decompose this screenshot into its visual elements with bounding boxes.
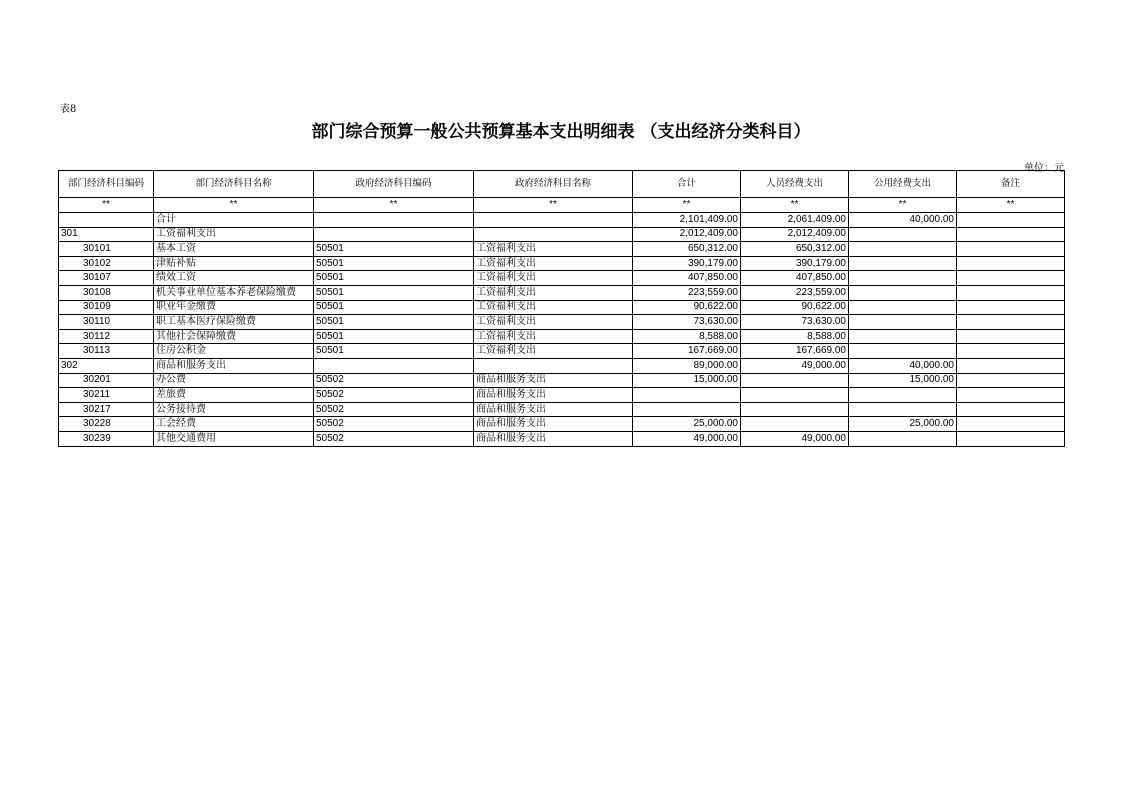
public-cell: 40,000.00 [849,213,957,228]
total-cell: 49,000.00 [633,431,741,446]
dept-code-cell: 30211 [59,388,154,403]
total-cell: 167,669.00 [633,344,741,359]
dept-name-cell: 办公费 [154,373,314,388]
personnel-cell: 407,850.00 [741,271,849,286]
gov-code-cell: 50502 [314,388,474,403]
dept-code-cell: 30217 [59,402,154,417]
gov-code-cell: 50501 [314,329,474,344]
dept-code-cell: 30102 [59,256,154,271]
placeholder-cell: ** [633,198,741,213]
dept-code-cell: 30110 [59,315,154,330]
personnel-cell: 8,588.00 [741,329,849,344]
gov-code-cell: 50502 [314,431,474,446]
public-cell [849,300,957,315]
gov-name-cell: 工资福利支出 [474,256,633,271]
total-cell: 407,850.00 [633,271,741,286]
gov-name-cell [474,227,633,242]
public-cell [849,315,957,330]
dept-code-cell: 30108 [59,285,154,300]
dept-name-cell: 津贴补贴 [154,256,314,271]
note-cell [957,256,1065,271]
placeholder-cell: ** [314,198,474,213]
dept-name-cell: 差旅费 [154,388,314,403]
total-cell: 223,559.00 [633,285,741,300]
note-cell [957,300,1065,315]
table-row [59,358,1065,373]
expenditure-table [58,170,1065,447]
gov-code-cell: 50501 [314,344,474,359]
total-cell: 8,588.00 [633,329,741,344]
dept-code-cell: 30107 [59,271,154,286]
gov-name-cell: 工资福利支出 [474,300,633,315]
placeholder-cell: ** [474,198,633,213]
gov-name-cell: 商品和服务支出 [474,431,633,446]
placeholder-cell: ** [741,198,849,213]
table-row [59,242,1065,257]
personnel-cell [741,388,849,403]
personnel-cell: 390,179.00 [741,256,849,271]
gov-code-cell: 50502 [314,373,474,388]
note-cell [957,271,1065,286]
dept-name-cell: 绩效工资 [154,271,314,286]
table-row [59,373,1065,388]
total-cell: 15,000.00 [633,373,741,388]
gov-code-cell [314,213,474,228]
header-cell: 合计 [633,171,741,198]
table-row [59,431,1065,446]
public-cell [849,285,957,300]
gov-name-cell: 商品和服务支出 [474,388,633,403]
gov-name-cell: 商品和服务支出 [474,373,633,388]
table-row [59,256,1065,271]
gov-code-cell: 50501 [314,315,474,330]
gov-code-cell: 50501 [314,285,474,300]
gov-name-cell: 工资福利支出 [474,271,633,286]
gov-name-cell: 商品和服务支出 [474,417,633,432]
dept-code-cell: 30228 [59,417,154,432]
total-cell: 2,101,409.00 [633,213,741,228]
gov-code-cell [314,358,474,373]
total-cell: 73,630.00 [633,315,741,330]
dept-name-cell: 公务接待费 [154,402,314,417]
dept-name-cell: 机关事业单位基本养老保险缴费 [154,285,314,300]
dept-name-cell: 工会经费 [154,417,314,432]
gov-name-cell: 工资福利支出 [474,329,633,344]
table-row [59,329,1065,344]
placeholder-cell: ** [957,198,1065,213]
dept-name-cell: 职业年金缴费 [154,300,314,315]
note-cell [957,402,1065,417]
note-cell [957,388,1065,403]
placeholder-cell: ** [154,198,314,213]
total-cell: 650,312.00 [633,242,741,257]
gov-name-cell [474,213,633,228]
public-cell [849,242,957,257]
gov-name-cell: 工资福利支出 [474,242,633,257]
public-cell: 25,000.00 [849,417,957,432]
dept-name-cell: 住房公积金 [154,344,314,359]
total-cell: 89,000.00 [633,358,741,373]
table-row [59,417,1065,432]
note-cell [957,373,1065,388]
personnel-cell: 650,312.00 [741,242,849,257]
total-cell: 90,622.00 [633,300,741,315]
table-row [59,315,1065,330]
public-cell: 40,000.00 [849,358,957,373]
personnel-cell: 223,559.00 [741,285,849,300]
gov-name-cell: 工资福利支出 [474,344,633,359]
public-cell [849,344,957,359]
personnel-cell: 2,061,409.00 [741,213,849,228]
placeholder-cell: ** [59,198,154,213]
header-cell: 人员经费支出 [741,171,849,198]
dept-name-cell: 基本工资 [154,242,314,257]
table-row [59,300,1065,315]
note-cell [957,344,1065,359]
public-cell [849,431,957,446]
public-cell [849,256,957,271]
public-cell: 15,000.00 [849,373,957,388]
page-title: 部门综合预算一般公共预算基本支出明细表 （支出经济分类科目） [311,122,811,142]
table-row [59,213,1065,228]
header-cell: 政府经济科目名称 [474,171,633,198]
table-row [59,344,1065,359]
dept-name-cell: 其他交通费用 [154,431,314,446]
dept-code-cell: 30112 [59,329,154,344]
public-cell [849,329,957,344]
unit-label: 单位：元 [1024,163,1064,174]
dept-code-cell: 302 [59,358,154,373]
gov-code-cell: 50502 [314,402,474,417]
dept-name-cell: 职工基本医疗保险缴费 [154,315,314,330]
total-cell [633,402,741,417]
total-cell: 390,179.00 [633,256,741,271]
gov-code-cell: 50501 [314,242,474,257]
dept-code-cell: 30101 [59,242,154,257]
personnel-cell: 73,630.00 [741,315,849,330]
gov-code-cell: 50501 [314,271,474,286]
public-cell [849,402,957,417]
gov-code-cell: 50501 [314,300,474,315]
table-number: 表8 [60,104,77,115]
header-cell: 部门经济科目编码 [59,171,154,198]
note-cell [957,242,1065,257]
public-cell [849,227,957,242]
header-cell: 公用经费支出 [849,171,957,198]
note-cell [957,315,1065,330]
header-cell: 政府经济科目编码 [314,171,474,198]
dept-name-cell: 合计 [154,213,314,228]
note-cell [957,329,1065,344]
header-cell: 备注 [957,171,1065,198]
gov-code-cell [314,227,474,242]
gov-code-cell: 50502 [314,417,474,432]
personnel-cell: 90,622.00 [741,300,849,315]
gov-name-cell [474,358,633,373]
placeholder-cell: ** [849,198,957,213]
personnel-cell: 2,012,409.00 [741,227,849,242]
dept-code-cell: 30109 [59,300,154,315]
personnel-cell [741,402,849,417]
gov-name-cell: 商品和服务支出 [474,402,633,417]
note-cell [957,431,1065,446]
public-cell [849,271,957,286]
placeholder-row [59,198,1065,213]
note-cell [957,227,1065,242]
header-row [59,171,1065,198]
note-cell [957,285,1065,300]
note-cell [957,213,1065,228]
dept-code-cell: 301 [59,227,154,242]
public-cell [849,388,957,403]
personnel-cell: 167,669.00 [741,344,849,359]
dept-code-cell: 30113 [59,344,154,359]
table-row [59,402,1065,417]
dept-code-cell: 30239 [59,431,154,446]
dept-name-cell: 工资福利支出 [154,227,314,242]
header-cell: 部门经济科目名称 [154,171,314,198]
gov-name-cell: 工资福利支出 [474,315,633,330]
note-cell [957,358,1065,373]
note-cell [957,417,1065,432]
table-row [59,271,1065,286]
gov-code-cell: 50501 [314,256,474,271]
table-row [59,285,1065,300]
dept-code-cell: 30201 [59,373,154,388]
dept-name-cell: 其他社会保障缴费 [154,329,314,344]
total-cell: 2,012,409.00 [633,227,741,242]
dept-code-cell [59,213,154,228]
dept-name-cell: 商品和服务支出 [154,358,314,373]
personnel-cell [741,417,849,432]
personnel-cell: 49,000.00 [741,358,849,373]
table-row [59,388,1065,403]
gov-name-cell: 工资福利支出 [474,285,633,300]
total-cell: 25,000.00 [633,417,741,432]
table-row [59,227,1065,242]
personnel-cell [741,373,849,388]
total-cell [633,388,741,403]
personnel-cell: 49,000.00 [741,431,849,446]
